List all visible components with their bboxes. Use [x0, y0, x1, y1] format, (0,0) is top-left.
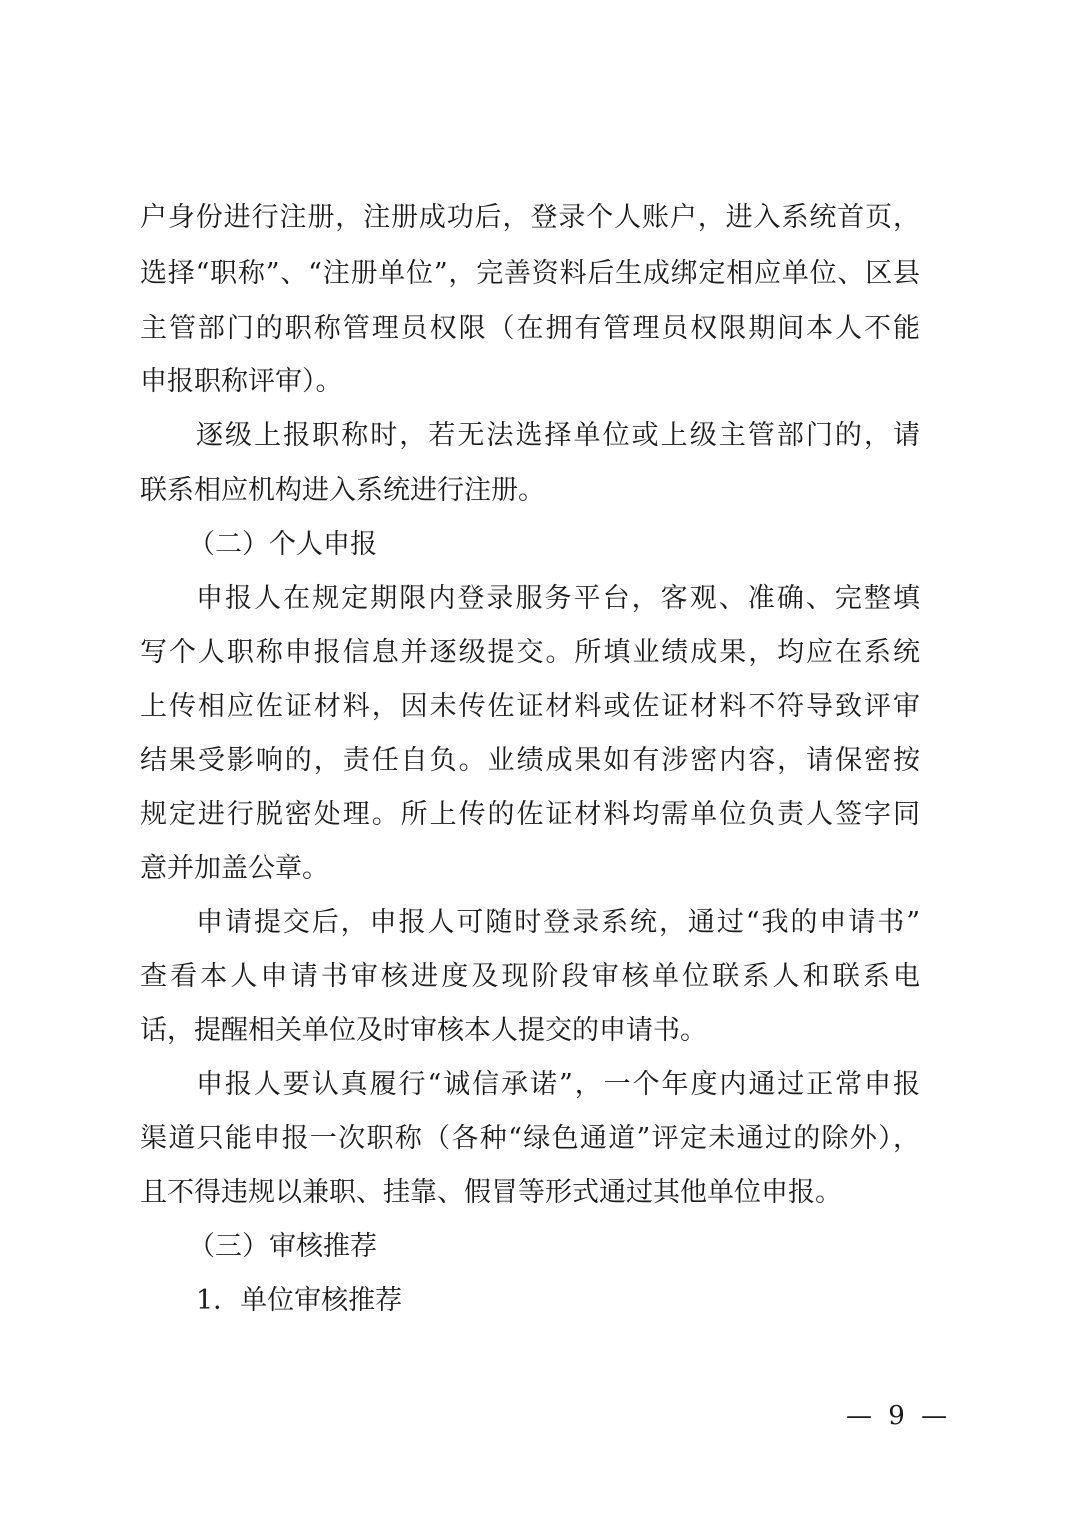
section-heading: （三）审核推荐	[188, 1231, 377, 1262]
subsection-heading: 1．单位审核推荐	[196, 1285, 403, 1316]
body-line: 渠道只能申报一次职称（各种“绿色通道”评定未通过的除外），	[140, 1123, 920, 1154]
body-line: 申请提交后，申报人可随时登录系统，通过“我的申请书”	[196, 907, 920, 938]
body-line: 规定进行脱密处理。所上传的佐证材料均需单位负责人签字同	[140, 799, 920, 830]
body-line: 意并加盖公章。	[140, 853, 329, 884]
body-line: 联系相应机构进入系统进行注册。	[140, 475, 545, 506]
body-line: 话，提醒相关单位及时审核本人提交的申请书。	[140, 1015, 707, 1046]
body-line: 逐级上报职称时，若无法选择单位或上级主管部门的，请	[196, 420, 920, 451]
body-line: 申报人在规定期限内登录服务平台，客观、准确、完整填	[196, 583, 920, 614]
body-line: 上传相应佐证材料，因未传佐证材料或佐证材料不符导致评审	[140, 691, 920, 722]
body-line: 户身份进行注册，注册成功后，登录个人账户，进入系统首页，	[140, 202, 920, 233]
body-line: 且不得违规以兼职、挂靠、假冒等形式通过其他单位申报。	[140, 1177, 842, 1208]
body-line: 申报人要认真履行“诚信承诺”，一个年度内通过正常申报	[196, 1069, 920, 1100]
page-number: — 9 —	[846, 1401, 952, 1431]
body-line: 选择“职称”、“注册单位”，完善资料后生成绑定相应单位、区县	[140, 258, 920, 289]
section-heading: （二）个人申报	[188, 529, 377, 560]
body-line: 主管部门的职称管理员权限（在拥有管理员权限期间本人不能	[140, 313, 920, 344]
body-line: 申报职称评审）。	[140, 366, 343, 397]
body-line: 写个人职称申报信息并逐级提交。所填业绩成果，均应在系统	[140, 637, 920, 668]
body-line: 结果受影响的，责任自负。业绩成果如有涉密内容，请保密按	[140, 745, 920, 776]
body-line: 查看本人申请书审核进度及现阶段审核单位联系人和联系电	[140, 961, 920, 992]
